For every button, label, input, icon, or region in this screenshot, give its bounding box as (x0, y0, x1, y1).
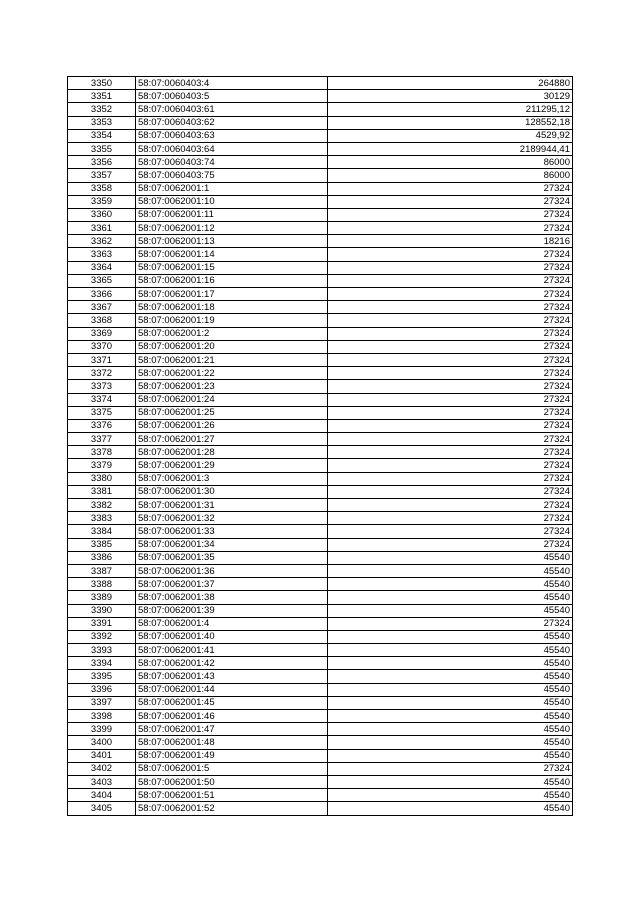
value-cell: 27324 (328, 459, 573, 472)
value-cell: 27324 (328, 512, 573, 525)
row-number-cell: 3403 (68, 775, 136, 788)
row-number-cell: 3353 (68, 116, 136, 129)
table-row (68, 644, 573, 657)
cadastral-number-cell: 58:07:0060403:75 (136, 169, 328, 182)
cadastral-number-cell: 58:07:0062001:38 (136, 591, 328, 604)
cadastral-number-cell: 58:07:0062001:51 (136, 789, 328, 802)
cadastral-number-cell: 58:07:0062001:28 (136, 446, 328, 459)
cadastral-number-cell: 58:07:0062001:17 (136, 288, 328, 301)
table-row (68, 116, 573, 129)
row-number-cell: 3352 (68, 103, 136, 116)
cadastral-number-cell: 58:07:0062001:31 (136, 499, 328, 512)
cadastral-number-cell: 58:07:0062001:1 (136, 182, 328, 195)
row-number-cell: 3388 (68, 578, 136, 591)
table-row (68, 789, 573, 802)
value-cell: 30129 (328, 90, 573, 103)
row-number-cell: 3395 (68, 670, 136, 683)
value-cell: 45540 (328, 789, 573, 802)
row-number-cell: 3382 (68, 499, 136, 512)
value-cell: 2189944,41 (328, 142, 573, 155)
row-number-cell: 3367 (68, 301, 136, 314)
table-row (68, 274, 573, 287)
table-row (68, 578, 573, 591)
table-row (68, 129, 573, 142)
table-row (68, 446, 573, 459)
value-cell: 45540 (328, 710, 573, 723)
table-row (68, 775, 573, 788)
row-number-cell: 3351 (68, 90, 136, 103)
table-row (68, 406, 573, 419)
table-row (68, 564, 573, 577)
row-number-cell: 3385 (68, 538, 136, 551)
table-row (68, 261, 573, 274)
row-number-cell: 3394 (68, 657, 136, 670)
row-number-cell: 3357 (68, 169, 136, 182)
table-row (68, 670, 573, 683)
table-row (68, 301, 573, 314)
table-row (68, 169, 573, 182)
row-number-cell: 3405 (68, 802, 136, 815)
value-cell: 27324 (328, 288, 573, 301)
table-row (68, 512, 573, 525)
table-row (68, 630, 573, 643)
table-row (68, 525, 573, 538)
row-number-cell: 3375 (68, 406, 136, 419)
value-cell: 27324 (328, 499, 573, 512)
table-row (68, 380, 573, 393)
cadastral-number-cell: 58:07:0062001:13 (136, 235, 328, 248)
row-number-cell: 3383 (68, 512, 136, 525)
cadastral-number-cell: 58:07:0062001:47 (136, 723, 328, 736)
cadastral-number-cell: 58:07:0060403:61 (136, 103, 328, 116)
cadastral-number-cell: 58:07:0062001:37 (136, 578, 328, 591)
row-number-cell: 3391 (68, 617, 136, 630)
table-row (68, 182, 573, 195)
table-row (68, 723, 573, 736)
row-number-cell: 3362 (68, 235, 136, 248)
value-cell: 27324 (328, 433, 573, 446)
value-cell: 45540 (328, 736, 573, 749)
value-cell: 45540 (328, 578, 573, 591)
table-row (68, 103, 573, 116)
table-row (68, 617, 573, 630)
cadastral-number-cell: 58:07:0062001:3 (136, 472, 328, 485)
row-number-cell: 3378 (68, 446, 136, 459)
cadastral-number-cell: 58:07:0062001:50 (136, 775, 328, 788)
table-row (68, 314, 573, 327)
row-number-cell: 3372 (68, 367, 136, 380)
table-body (68, 77, 573, 816)
table-row (68, 762, 573, 775)
cadastral-number-cell: 58:07:0062001:27 (136, 433, 328, 446)
row-number-cell: 3377 (68, 433, 136, 446)
table-row (68, 802, 573, 815)
value-cell: 27324 (328, 182, 573, 195)
row-number-cell: 3366 (68, 288, 136, 301)
row-number-cell: 3355 (68, 142, 136, 155)
row-number-cell: 3380 (68, 472, 136, 485)
row-number-cell: 3387 (68, 564, 136, 577)
row-number-cell: 3363 (68, 248, 136, 261)
cadastral-number-cell: 58:07:0060403:64 (136, 142, 328, 155)
value-cell: 45540 (328, 749, 573, 762)
value-cell: 128552,18 (328, 116, 573, 129)
row-number-cell: 3373 (68, 380, 136, 393)
value-cell: 27324 (328, 353, 573, 366)
table-row (68, 288, 573, 301)
row-number-cell: 3402 (68, 762, 136, 775)
value-cell: 27324 (328, 301, 573, 314)
value-cell: 45540 (328, 802, 573, 815)
row-number-cell: 3399 (68, 723, 136, 736)
table-row (68, 208, 573, 221)
cadastral-number-cell: 58:07:0062001:45 (136, 696, 328, 709)
table-row (68, 235, 573, 248)
row-number-cell: 3390 (68, 604, 136, 617)
value-cell: 27324 (328, 762, 573, 775)
cadastral-number-cell: 58:07:0062001:11 (136, 208, 328, 221)
row-number-cell: 3365 (68, 274, 136, 287)
row-number-cell: 3393 (68, 644, 136, 657)
cadastral-number-cell: 58:07:0062001:44 (136, 683, 328, 696)
table-row (68, 538, 573, 551)
value-cell: 45540 (328, 564, 573, 577)
cadastral-number-cell: 58:07:0062001:15 (136, 261, 328, 274)
value-cell: 27324 (328, 340, 573, 353)
row-number-cell: 3354 (68, 129, 136, 142)
cadastral-number-cell: 58:07:0062001:21 (136, 353, 328, 366)
cadastral-number-cell: 58:07:0062001:25 (136, 406, 328, 419)
cadastral-number-cell: 58:07:0062001:43 (136, 670, 328, 683)
value-cell: 27324 (328, 406, 573, 419)
value-cell: 27324 (328, 261, 573, 274)
row-number-cell: 3376 (68, 419, 136, 432)
table-row (68, 419, 573, 432)
row-number-cell: 3358 (68, 182, 136, 195)
table-row (68, 736, 573, 749)
value-cell: 45540 (328, 775, 573, 788)
cadastral-number-cell: 58:07:0062001:46 (136, 710, 328, 723)
cadastral-number-cell: 58:07:0062001:32 (136, 512, 328, 525)
row-number-cell: 3392 (68, 630, 136, 643)
row-number-cell: 3384 (68, 525, 136, 538)
row-number-cell: 3389 (68, 591, 136, 604)
cadastral-number-cell: 58:07:0062001:4 (136, 617, 328, 630)
value-cell: 27324 (328, 327, 573, 340)
row-number-cell: 3401 (68, 749, 136, 762)
value-cell: 211295,12 (328, 103, 573, 116)
cadastral-number-cell: 58:07:0062001:36 (136, 564, 328, 577)
row-number-cell: 3370 (68, 340, 136, 353)
cadastral-number-cell: 58:07:0062001:26 (136, 419, 328, 432)
cadastral-number-cell: 58:07:0062001:41 (136, 644, 328, 657)
cadastral-number-cell: 58:07:0062001:19 (136, 314, 328, 327)
table-row (68, 222, 573, 235)
value-cell: 27324 (328, 208, 573, 221)
table-row (68, 749, 573, 762)
row-number-cell: 3356 (68, 156, 136, 169)
table-row (68, 710, 573, 723)
cadastral-number-cell: 58:07:0062001:10 (136, 195, 328, 208)
value-cell: 45540 (328, 723, 573, 736)
value-cell: 264880 (328, 77, 573, 90)
value-cell: 27324 (328, 380, 573, 393)
row-number-cell: 3404 (68, 789, 136, 802)
row-number-cell: 3381 (68, 485, 136, 498)
cadastral-number-cell: 58:07:0062001:34 (136, 538, 328, 551)
cadastral-number-cell: 58:07:0062001:14 (136, 248, 328, 261)
value-cell: 45540 (328, 591, 573, 604)
value-cell: 18216 (328, 235, 573, 248)
cadastral-number-cell: 58:07:0062001:33 (136, 525, 328, 538)
cadastral-number-cell: 58:07:0060403:62 (136, 116, 328, 129)
value-cell: 86000 (328, 156, 573, 169)
row-number-cell: 3396 (68, 683, 136, 696)
row-number-cell: 3350 (68, 77, 136, 90)
value-cell: 27324 (328, 525, 573, 538)
value-cell: 45540 (328, 670, 573, 683)
value-cell: 27324 (328, 314, 573, 327)
row-number-cell: 3397 (68, 696, 136, 709)
value-cell: 45540 (328, 630, 573, 643)
value-cell: 27324 (328, 367, 573, 380)
table-row (68, 367, 573, 380)
cadastral-number-cell: 58:07:0062001:24 (136, 393, 328, 406)
value-cell: 27324 (328, 472, 573, 485)
table-row (68, 77, 573, 90)
table-row (68, 696, 573, 709)
cadastral-number-cell: 58:07:0062001:49 (136, 749, 328, 762)
cadastral-number-cell: 58:07:0062001:30 (136, 485, 328, 498)
cadastral-number-cell: 58:07:0062001:39 (136, 604, 328, 617)
table-row (68, 683, 573, 696)
cadastral-number-cell: 58:07:0062001:16 (136, 274, 328, 287)
cadastral-number-cell: 58:07:0062001:18 (136, 301, 328, 314)
row-number-cell: 3364 (68, 261, 136, 274)
cadastral-number-cell: 58:07:0062001:5 (136, 762, 328, 775)
cadastral-number-cell: 58:07:0060403:4 (136, 77, 328, 90)
table-row (68, 327, 573, 340)
cadastral-number-cell: 58:07:0062001:29 (136, 459, 328, 472)
table-row (68, 340, 573, 353)
value-cell: 45540 (328, 644, 573, 657)
table-row (68, 499, 573, 512)
row-number-cell: 3374 (68, 393, 136, 406)
cadastral-number-cell: 58:07:0062001:52 (136, 802, 328, 815)
cadastral-number-cell: 58:07:0062001:22 (136, 367, 328, 380)
table-row (68, 472, 573, 485)
value-cell: 45540 (328, 604, 573, 617)
value-cell: 45540 (328, 696, 573, 709)
value-cell: 27324 (328, 446, 573, 459)
row-number-cell: 3359 (68, 195, 136, 208)
row-number-cell: 3369 (68, 327, 136, 340)
table-row (68, 591, 573, 604)
cadastral-number-cell: 58:07:0060403:74 (136, 156, 328, 169)
cadastral-number-cell: 58:07:0060403:5 (136, 90, 328, 103)
cadastral-number-cell: 58:07:0062001:2 (136, 327, 328, 340)
table-row (68, 485, 573, 498)
row-number-cell: 3379 (68, 459, 136, 472)
cadastral-number-cell: 58:07:0062001:40 (136, 630, 328, 643)
cadastral-number-cell: 58:07:0060403:63 (136, 129, 328, 142)
cadastral-number-cell: 58:07:0062001:12 (136, 222, 328, 235)
table-row (68, 459, 573, 472)
data-table (67, 76, 573, 816)
value-cell: 27324 (328, 419, 573, 432)
value-cell: 27324 (328, 222, 573, 235)
value-cell: 27324 (328, 538, 573, 551)
table-row (68, 433, 573, 446)
row-number-cell: 3360 (68, 208, 136, 221)
table-row (68, 248, 573, 261)
row-number-cell: 3400 (68, 736, 136, 749)
table-row (68, 604, 573, 617)
table-row (68, 551, 573, 564)
value-cell: 27324 (328, 274, 573, 287)
cadastral-number-cell: 58:07:0062001:42 (136, 657, 328, 670)
table-row (68, 90, 573, 103)
value-cell: 86000 (328, 169, 573, 182)
table-row (68, 353, 573, 366)
table-row (68, 156, 573, 169)
row-number-cell: 3371 (68, 353, 136, 366)
row-number-cell: 3361 (68, 222, 136, 235)
table-row (68, 142, 573, 155)
value-cell: 27324 (328, 195, 573, 208)
value-cell: 27324 (328, 485, 573, 498)
cadastral-number-cell: 58:07:0062001:48 (136, 736, 328, 749)
row-number-cell: 3398 (68, 710, 136, 723)
row-number-cell: 3368 (68, 314, 136, 327)
value-cell: 45540 (328, 683, 573, 696)
table-row (68, 393, 573, 406)
value-cell: 27324 (328, 393, 573, 406)
table-row (68, 195, 573, 208)
value-cell: 27324 (328, 617, 573, 630)
value-cell: 4529,92 (328, 129, 573, 142)
value-cell: 45540 (328, 657, 573, 670)
cadastral-number-cell: 58:07:0062001:23 (136, 380, 328, 393)
row-number-cell: 3386 (68, 551, 136, 564)
value-cell: 27324 (328, 248, 573, 261)
value-cell: 45540 (328, 551, 573, 564)
table-row (68, 657, 573, 670)
cadastral-number-cell: 58:07:0062001:20 (136, 340, 328, 353)
cadastral-number-cell: 58:07:0062001:35 (136, 551, 328, 564)
